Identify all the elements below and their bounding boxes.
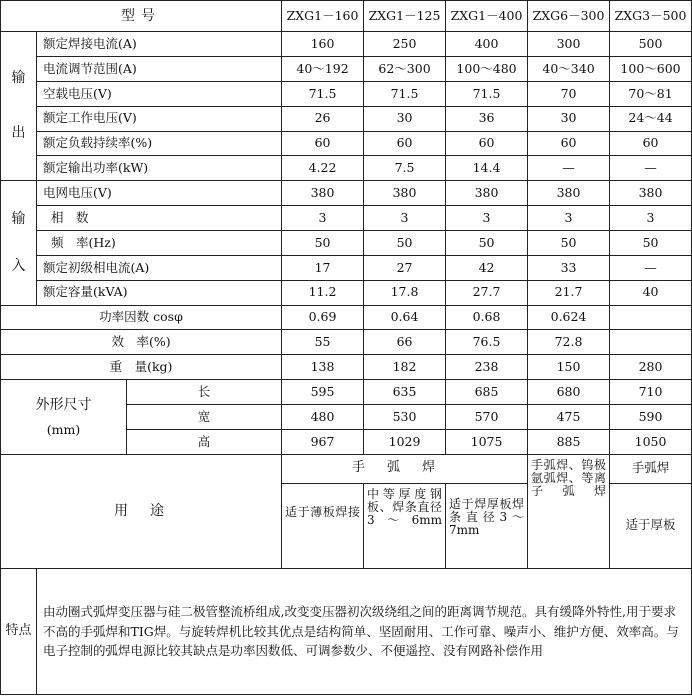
table-row	[1, 305, 692, 330]
row-label: 额定工作电压(V)	[37, 106, 282, 131]
table-cell: 50	[528, 230, 610, 255]
row-label: 电网电压(V)	[37, 181, 282, 206]
table-cell: 380	[282, 181, 364, 206]
table-row	[1, 255, 692, 280]
usage-col1: 适于薄板焊接	[282, 483, 364, 568]
table-cell: 380	[446, 181, 528, 206]
table-cell: 3	[282, 206, 364, 231]
table-cell: 40	[610, 280, 692, 305]
model-zxg1-125: ZXG1－125	[364, 1, 446, 32]
table-cell: 17	[282, 255, 364, 280]
table-cell: 280	[610, 355, 692, 380]
table-cell: 3	[610, 206, 692, 231]
usage-col5-head: 手弧焊	[610, 454, 692, 483]
table-cell: 250	[364, 32, 446, 57]
row-label: 重 量(kg)	[1, 355, 282, 380]
table-cell: 55	[282, 330, 364, 355]
table-cell: 1050	[610, 429, 692, 454]
row-label: 额定初级相电流(A)	[37, 255, 282, 280]
row-label: 额定负载持续率(%)	[37, 131, 282, 156]
table-cell: 60	[528, 131, 610, 156]
table-cell: 570	[446, 404, 528, 429]
table-cell: 475	[528, 404, 610, 429]
table-cell	[610, 305, 692, 330]
table-cell: 33	[528, 255, 610, 280]
table-cell: 27.7	[446, 280, 528, 305]
row-label: 效 率(%)	[1, 330, 282, 355]
usage-col2: 中等厚度钢板、焊条直径3～6mm	[364, 483, 446, 568]
row-label: 功率因数 cosφ	[1, 305, 282, 330]
table-cell: 42	[446, 255, 528, 280]
table-cell: 595	[282, 380, 364, 405]
table-cell: 0.624	[528, 305, 610, 330]
table-cell: —	[610, 156, 692, 181]
table-cell: 71.5	[446, 81, 528, 106]
table-cell: 0.68	[446, 305, 528, 330]
model-zxg1-160: ZXG1－160	[282, 1, 364, 32]
table-row	[1, 181, 692, 206]
table-cell: 0.69	[282, 305, 364, 330]
table-cell: 60	[282, 131, 364, 156]
table-cell: 60	[364, 131, 446, 156]
table-row	[1, 355, 692, 380]
table-cell: 40～192	[282, 56, 364, 81]
table-cell: 11.2	[282, 280, 364, 305]
table-cell: 70～81	[610, 81, 692, 106]
features-text: 由动圈式弧焊变压器与硅二极管整流桥组成,改变变压器初次级绕组之间的距离调节规范。具有缓降外特性,用于要求不高的手弧焊和TIG焊。与旋转焊机比较其优点是结构简单、坚固耐用、工作可靠、噪声小、维护方便、效率高。与电子控制的弧焊电源比较其缺点是功率因数低、可调参数少、不便遥控、没有网路补偿作用	[37, 568, 692, 694]
table-cell: 380	[610, 181, 692, 206]
table-cell: 50	[364, 230, 446, 255]
table-cell: 71.5	[364, 81, 446, 106]
row-label: 相 数	[37, 206, 282, 231]
dimensions-label: 外形尺寸 (mm)	[1, 380, 127, 455]
table-cell: 3	[446, 206, 528, 231]
table-cell: 4.22	[282, 156, 364, 181]
row-label: 频 率(Hz)	[37, 230, 282, 255]
table-cell: 160	[282, 32, 364, 57]
table-cell: 1075	[446, 429, 528, 454]
table-cell: —	[610, 255, 692, 280]
table-cell	[610, 330, 692, 355]
model-zxg6-300: ZXG6－300	[528, 1, 610, 32]
dimension-height-label: 高	[127, 429, 282, 454]
table-cell: 66	[364, 330, 446, 355]
table-row	[1, 106, 692, 131]
table-row	[1, 56, 692, 81]
usage-label: 用 途	[1, 454, 282, 568]
table-cell: 380	[364, 181, 446, 206]
table-cell: 30	[364, 106, 446, 131]
table-cell: 7.5	[364, 156, 446, 181]
table-cell: 30	[528, 106, 610, 131]
table-cell: 1029	[364, 429, 446, 454]
table-cell: 3	[364, 206, 446, 231]
table-cell: 685	[446, 380, 528, 405]
table-row	[1, 380, 692, 405]
table-row	[1, 230, 692, 255]
table-cell: 530	[364, 404, 446, 429]
table-row	[1, 32, 692, 57]
table-cell: 967	[282, 429, 364, 454]
table-cell: 0.64	[364, 305, 446, 330]
table-cell: 50	[610, 230, 692, 255]
table-cell: 60	[446, 131, 528, 156]
row-label: 额定容量(kVA)	[37, 280, 282, 305]
table-cell: 400	[446, 32, 528, 57]
usage-col5: 适于厚板	[610, 483, 692, 568]
model-zxg1-400: ZXG1－400	[446, 1, 528, 32]
table-cell: 138	[282, 355, 364, 380]
header-label: 型号	[1, 1, 282, 32]
table-cell: 40～340	[528, 56, 610, 81]
usage-col3: 适于焊厚板焊条直径3～7mm	[446, 483, 528, 568]
table-cell: 76.5	[446, 330, 528, 355]
output-group-label: 输 出	[1, 32, 37, 181]
table-cell: 17.8	[364, 280, 446, 305]
table-cell: 380	[528, 181, 610, 206]
table-cell: 27	[364, 255, 446, 280]
table-cell: 238	[446, 355, 528, 380]
table-cell: 100～600	[610, 56, 692, 81]
table-cell: 36	[446, 106, 528, 131]
table-cell: 72.8	[528, 330, 610, 355]
table-cell: 70	[528, 81, 610, 106]
usage-manual-arc: 手弧焊	[282, 454, 528, 483]
model-zxg3-500: ZXG3－500	[610, 1, 692, 32]
row-label: 空载电压(V)	[37, 81, 282, 106]
dimension-width-label: 宽	[127, 404, 282, 429]
table-cell: 24～44	[610, 106, 692, 131]
table-row	[1, 330, 692, 355]
table-cell: 60	[610, 131, 692, 156]
row-label: 额定焊接电流(A)	[37, 32, 282, 57]
table-cell: 680	[528, 380, 610, 405]
table-cell: 182	[364, 355, 446, 380]
table-cell: 590	[610, 404, 692, 429]
row-label: 电流调节范围(A)	[37, 56, 282, 81]
table-cell: 300	[528, 32, 610, 57]
table-cell: 635	[364, 380, 446, 405]
table-row	[1, 280, 692, 305]
table-cell: 3	[528, 206, 610, 231]
usage-col4: 手弧焊、钨极氩弧焊、等离子弧焊	[528, 454, 610, 568]
input-group-label: 输 入	[1, 181, 37, 305]
row-label: 额定输出功率(kW)	[37, 156, 282, 181]
table-cell: 710	[610, 380, 692, 405]
table-cell: 21.7	[528, 280, 610, 305]
table-cell: 50	[446, 230, 528, 255]
table-cell: 50	[282, 230, 364, 255]
table-cell: 150	[528, 355, 610, 380]
table-cell: 100～480	[446, 56, 528, 81]
table-row	[1, 81, 692, 106]
table-row	[1, 156, 692, 181]
table-cell: 885	[528, 429, 610, 454]
table-cell: 26	[282, 106, 364, 131]
table-row	[1, 131, 692, 156]
features-row	[1, 568, 692, 694]
table-cell: 14.4	[446, 156, 528, 181]
dimension-length-label: 长	[127, 380, 282, 405]
features-label: 特点	[1, 568, 37, 694]
table-cell: 71.5	[282, 81, 364, 106]
usage-head-row	[1, 454, 692, 483]
table-cell: —	[528, 156, 610, 181]
table-cell: 500	[610, 32, 692, 57]
header-row	[1, 1, 692, 32]
table-row	[1, 206, 692, 231]
table-cell: 480	[282, 404, 364, 429]
table-cell: 62～300	[364, 56, 446, 81]
